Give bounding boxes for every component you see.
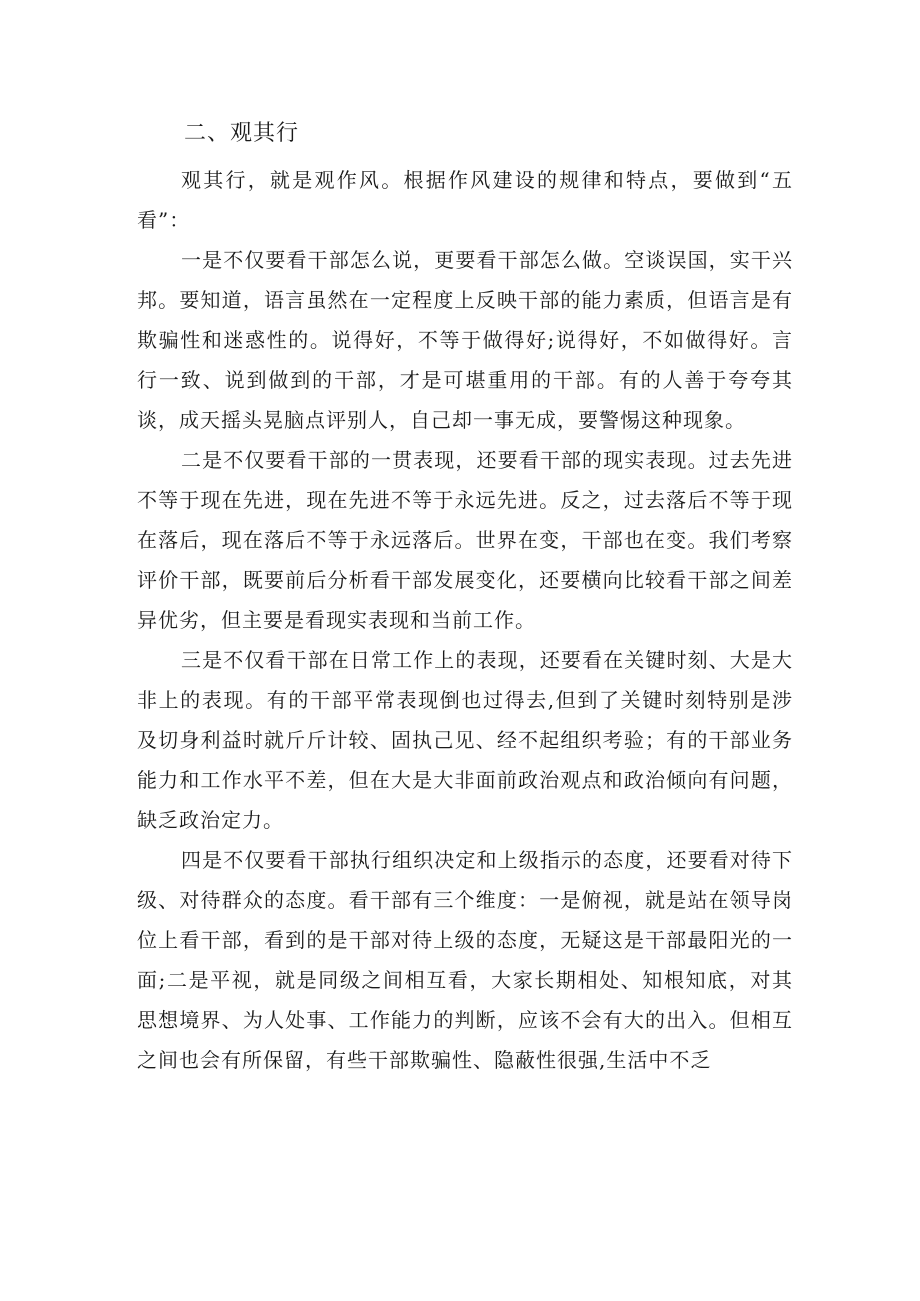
paragraph-point-3: 三是不仅看干部在日常工作上的表现，还要看在关键时刻、大是大非上的表现。有的干部平常表现倒也过得去,但到了关键时刻特别是涉及切身利益时就斤斤计较、固执己见、经不起组织考验；有的干部业务能力和工作水平不差，但在大是大非面前政治观点和政治倾向有问题，缺乏政治定力。 (137, 648, 793, 832)
section-heading: 二、观其行 (184, 121, 300, 146)
paragraph-intro: 观其行，就是观作风。根据作风建设的规律和特点，要做到“五看”： (137, 168, 793, 232)
paragraph-point-2: 二是不仅要看干部的一贯表现，还要看干部的现实表现。过去先进不等于现在先进，现在先进不等于永远先进。反之，过去落后不等于现在落后，现在落后不等于永远落后。世界在变，干部也在变。我们考察评价干部，既要前后分析看干部发展变化，还要横向比较看干部之间差异优劣，但主要是看现实表现和当前工作。 (137, 448, 793, 632)
paragraph-point-4: 四是不仅要看干部执行组织决定和上级指示的态度，还要看对待下级、对待群众的态度。看干部有三个维度：一是俯视，就是站在领导岗位上看干部，看到的是干部对待上级的态度，无疑这是干部最阳光的一面;二是平视，就是同级之间相互看，大家长期相处、知根知底，对其思想境界、为人处事、工作能力的判断，应该不会有大的出入。但相互之间也会有所保留，有些干部欺骗性、隐蔽性很强,生活中不乏 (137, 848, 793, 1072)
paragraph-point-1: 一是不仅要看干部怎么说，更要看干部怎么做。空谈误国，实干兴邦。要知道，语言虽然在一定程度上反映干部的能力素质，但语言是有欺骗性和迷惑性的。说得好，不等于做得好;说得好，不如做得好。言行一致、说到做到的干部，才是可堪重用的干部。有的人善于夸夸其谈，成天摇头晃脑点评别人，自己却一事无成，要警惕这种现象。 (137, 248, 793, 432)
body-text (137, 160, 793, 1080)
